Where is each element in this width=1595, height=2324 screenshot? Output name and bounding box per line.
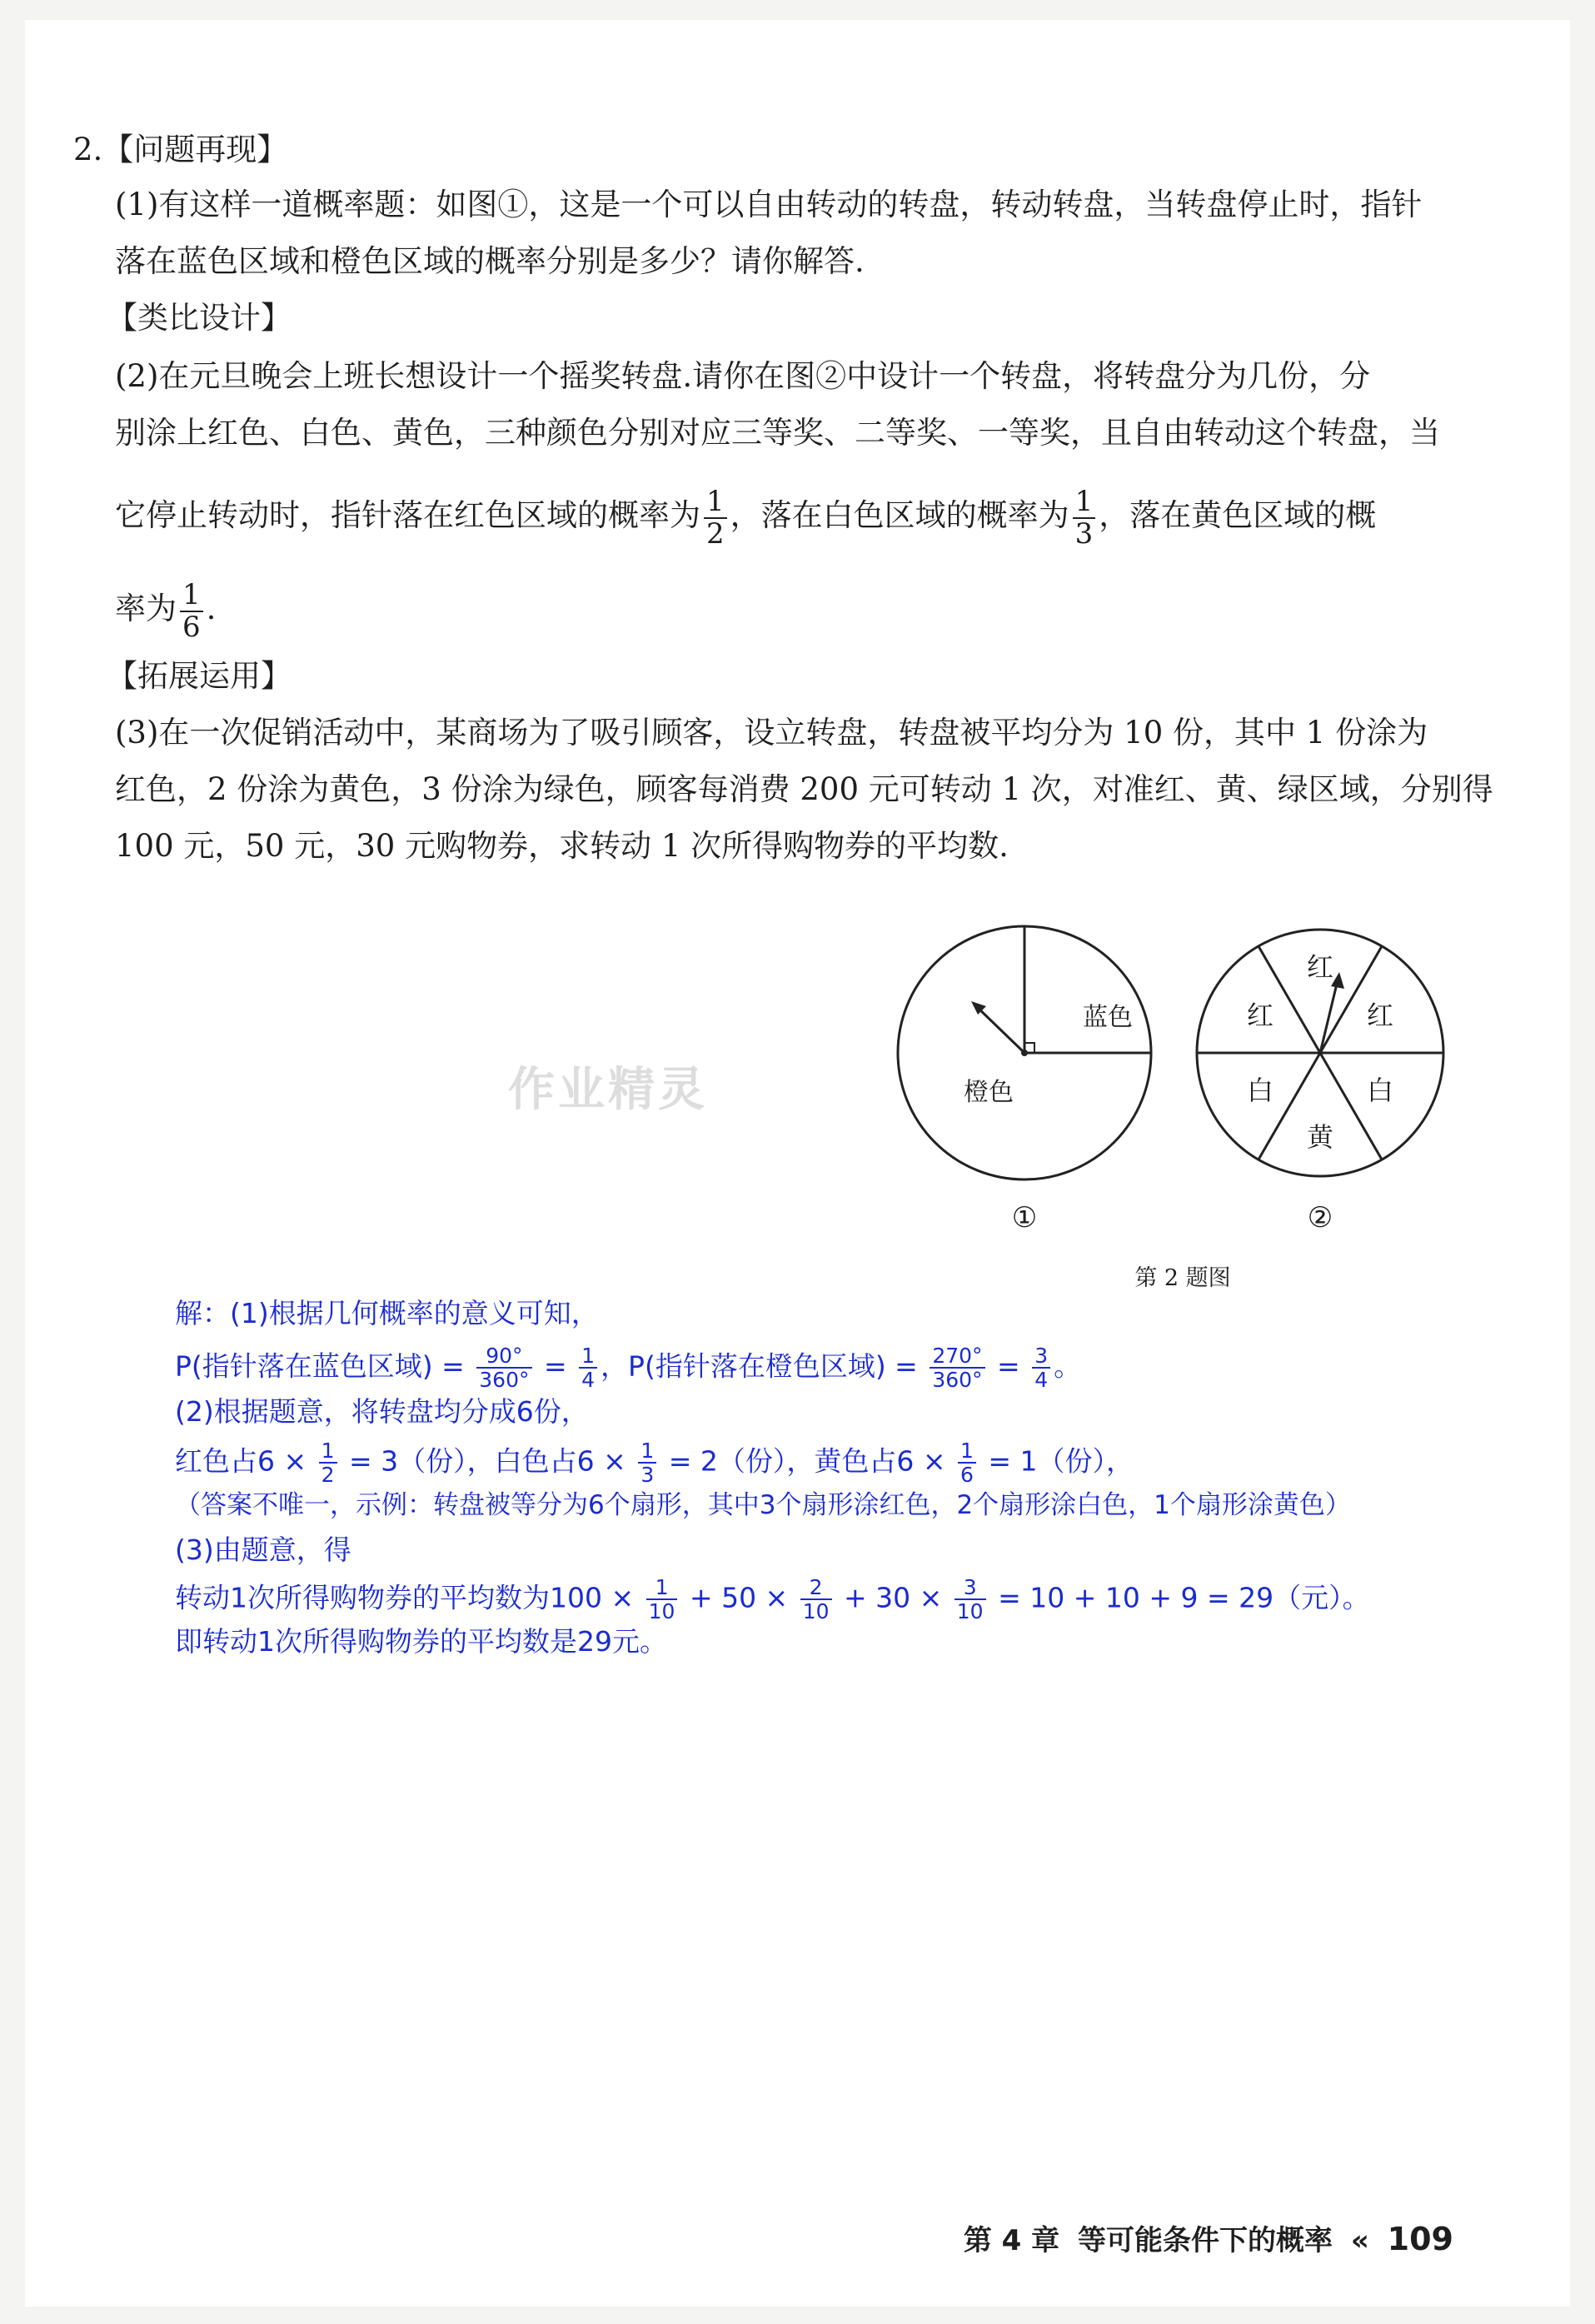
chapter-title: 等可能条件下的概率 xyxy=(1078,2224,1333,2257)
text: ，落在白色区域的概率为 xyxy=(730,497,1069,534)
fraction-numerator: 90° xyxy=(476,1344,531,1369)
text: ，落在黄色区域的概 xyxy=(1099,497,1377,534)
fraction xyxy=(930,1344,984,1391)
fraction xyxy=(955,1576,986,1623)
fraction-denominator: 6 xyxy=(959,1463,974,1487)
fraction xyxy=(646,1576,678,1623)
fraction xyxy=(800,1576,832,1623)
answer-line-5: （答案不唯一，示例：转盘被等分为6个扇形，其中3个扇形涂红色，2个扇形涂白色，1个扇形涂黄色） xyxy=(175,1490,1351,1520)
fraction-numerator: 1 xyxy=(1073,486,1096,519)
chevron-left-icon: « xyxy=(1350,2224,1369,2257)
blue-region-label: 蓝色 xyxy=(1083,1003,1133,1032)
question-p2-line2: 别涂上红色、白色、黄色，三种颜色分别对应三等奖、二等奖、一等奖，且自由转动这个转盘，当 xyxy=(115,415,1440,451)
fraction xyxy=(638,1439,656,1486)
sector-label-upper-left: 红 xyxy=(1246,1000,1274,1031)
fraction xyxy=(319,1439,337,1486)
question-p3-line3: 100 元，50 元，30 元购物券，求转动 1 次所得购物券的平均数. xyxy=(115,828,1009,864)
question-p1-line2: 落在蓝色区域和橙色区域的概率分别是多少？请你解答. xyxy=(115,243,865,279)
sector-label-lower-right: 白 xyxy=(1366,1075,1393,1106)
text: = xyxy=(988,1349,1029,1383)
fraction-numerator: 1 xyxy=(180,580,203,612)
section-heading-extension: 【拓展运用】 xyxy=(107,658,292,694)
text: . xyxy=(206,591,217,627)
fraction-denominator: 3 xyxy=(1074,516,1094,551)
section-heading-analogy: 【类比设计】 xyxy=(107,300,292,336)
question-p1-line1: (1)有这样一道概率题：如图①，这是一个可以自由转动的转盘，转动转盘，当转盘停止时，指针 xyxy=(115,187,1423,222)
text: 它停止转动时，指针落在红色区域的概率为 xyxy=(115,497,700,534)
sector-label-top: 红 xyxy=(1306,951,1333,983)
answer-line-2 xyxy=(175,1344,1081,1391)
answer-line-3: (2)根据题意，将转盘均分成6份， xyxy=(175,1395,589,1428)
fraction-denominator: 360° xyxy=(479,1368,530,1392)
page-number: 109 xyxy=(1387,2221,1453,2257)
sector-label-bottom: 黄 xyxy=(1306,1121,1333,1153)
question-header: 2.【问题再现】 xyxy=(73,132,288,167)
pointer-pivot-1 xyxy=(1021,1050,1028,1056)
page-footer xyxy=(955,2217,1453,2258)
sector-label-upper-right: 红 xyxy=(1366,1000,1393,1031)
fraction-numerator: 1 xyxy=(319,1439,337,1464)
fraction-numerator: 1 xyxy=(704,486,727,519)
text: + 50 × xyxy=(680,1581,797,1614)
page xyxy=(25,20,1570,2307)
fraction-numerator: 2 xyxy=(800,1576,832,1600)
question-p3-line1: (3)在一次促销活动中，某商场为了吸引顾客，设立转盘，转盘被平均分为 10 份，其中 1 份涂为 xyxy=(115,715,1428,751)
fraction-numerator: 270° xyxy=(930,1344,984,1369)
text: + 30 × xyxy=(835,1581,951,1614)
figure-caption: 第 2 题图 xyxy=(1134,1265,1231,1291)
text: = 3（份），白色占6 × xyxy=(340,1444,636,1478)
fraction-denominator: 2 xyxy=(321,1463,335,1487)
text: = 1（份）， xyxy=(979,1444,1134,1478)
watermark: 作业精灵 xyxy=(508,1063,708,1117)
orange-region-label: 橙色 xyxy=(964,1078,1014,1107)
fraction-denominator: 10 xyxy=(802,1599,830,1623)
fraction-denominator: 360° xyxy=(932,1368,983,1392)
text: 。 xyxy=(1054,1349,1082,1383)
fraction-numerator: 1 xyxy=(958,1439,976,1464)
fraction-third xyxy=(1073,486,1096,549)
fraction-numerator: 3 xyxy=(1032,1344,1050,1369)
fraction-denominator: 6 xyxy=(182,610,201,644)
fraction xyxy=(579,1344,597,1391)
question-p3-line2: 红色，2 份涂为黄色，3 份涂为绿色，顾客每消费 200 元可转动 1 次，对准红、黄、绿区域，分别得 xyxy=(115,771,1493,807)
answer-line-6: (3)由题意，得 xyxy=(175,1534,351,1566)
answer-line-8: 即转动1次所得购物券的平均数是29元。 xyxy=(175,1625,667,1658)
fraction xyxy=(958,1439,976,1486)
fraction-denominator: 3 xyxy=(640,1463,655,1487)
text: 率为 xyxy=(115,591,177,627)
text: 转动1次所得购物券的平均数为100 × xyxy=(175,1581,643,1614)
answer-line-7 xyxy=(175,1576,1370,1623)
text: = 10 + 10 + 9 = 29（元）。 xyxy=(989,1581,1370,1614)
question-p2-line3 xyxy=(115,486,1376,549)
fraction-denominator: 2 xyxy=(706,516,725,551)
text: 红色占6 × xyxy=(175,1444,316,1478)
text: = 2（份），黄色占6 × xyxy=(660,1444,955,1478)
text: ，P(指针落在橙色区域) = xyxy=(601,1349,927,1383)
spinner-wheel-1 xyxy=(891,920,1158,1186)
text: = xyxy=(535,1349,576,1383)
fraction-numerator: 1 xyxy=(646,1576,678,1600)
question-p2-line4 xyxy=(115,580,216,642)
fraction-denominator: 10 xyxy=(956,1599,984,1623)
fraction-denominator: 10 xyxy=(648,1599,675,1623)
fraction-numerator: 3 xyxy=(955,1576,986,1600)
fraction-numerator: 1 xyxy=(638,1439,656,1464)
fraction xyxy=(476,1344,531,1391)
text: P(指针落在蓝色区域) = xyxy=(175,1349,474,1383)
fraction-denominator: 4 xyxy=(1034,1368,1049,1392)
figure-1-marker: ① xyxy=(1011,1201,1038,1234)
fraction-sixth xyxy=(180,580,203,642)
fraction-half xyxy=(704,486,727,549)
fraction xyxy=(1032,1344,1050,1391)
fraction-numerator: 1 xyxy=(579,1344,597,1369)
fraction-denominator: 4 xyxy=(581,1368,596,1392)
answer-line-1: 解：(1)根据几何概率的意义可知， xyxy=(175,1297,599,1329)
answer-line-4 xyxy=(175,1439,1134,1486)
sector-label-lower-left: 白 xyxy=(1246,1075,1274,1106)
figure-2-marker: ② xyxy=(1307,1201,1333,1234)
chapter-label: 第 4 章 xyxy=(963,2224,1060,2257)
question-p2-line1: (2)在元旦晚会上班长想设计一个摇奖转盘.请你在图②中设计一个转盘，将转盘分为几份，分 xyxy=(115,358,1371,394)
